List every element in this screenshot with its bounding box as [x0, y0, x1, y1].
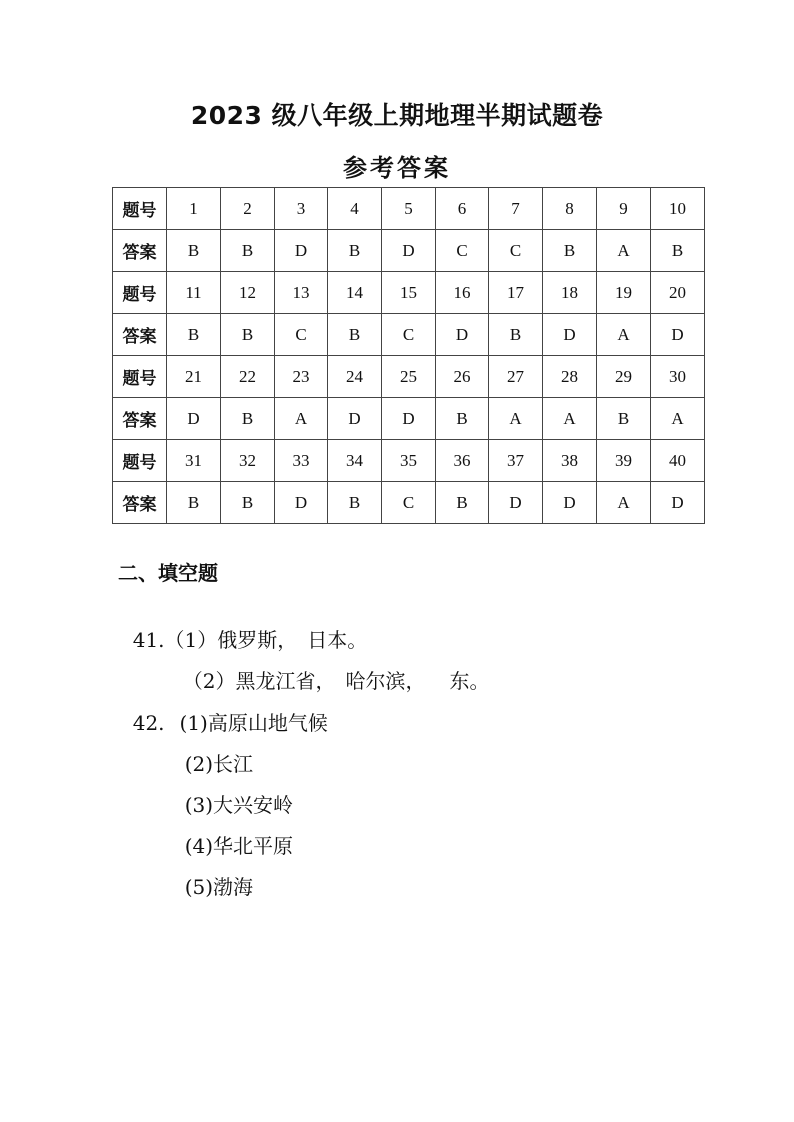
answer-table-cell: 13 [275, 272, 328, 314]
answer-table-cell: C [489, 230, 543, 272]
answer-table-cell: 39 [597, 440, 651, 482]
answer-table-cell: D [275, 482, 328, 524]
answer-table-cell: 34 [328, 440, 382, 482]
answer-table-cell: B [436, 398, 489, 440]
answer-table-row-label: 答案 [113, 314, 167, 356]
answer-table-cell: D [275, 230, 328, 272]
answer-table-cell: D [328, 398, 382, 440]
answer-table-cell: B [167, 482, 221, 524]
answer-table-cell: 19 [597, 272, 651, 314]
q42-answer-1: (1)高原山地气候 [179, 711, 328, 735]
q41-part1-label: （1） [164, 628, 218, 652]
answer-key-subtitle: 参考答案 [343, 153, 451, 182]
answer-table-row [113, 398, 705, 440]
answer-table-cell: 1 [167, 188, 221, 230]
answer-table-cell: B [221, 230, 275, 272]
answer-table-cell: 36 [436, 440, 489, 482]
answer-table-cell: B [436, 482, 489, 524]
answer-table-cell: A [597, 314, 651, 356]
answer-table-cell: D [651, 314, 705, 356]
answer-table-row [113, 230, 705, 272]
answer-table-cell: A [543, 398, 597, 440]
answer-table-cell: B [167, 230, 221, 272]
answer-table-cell: 12 [221, 272, 275, 314]
answer-table-cell: 9 [597, 188, 651, 230]
answer-table-cell: A [651, 398, 705, 440]
answer-table-row-label: 答案 [113, 398, 167, 440]
answer-table-cell: B [543, 230, 597, 272]
q41-part2-answer-b: 哈尔滨， [345, 669, 426, 693]
answer-table-cell: C [436, 230, 489, 272]
answer-table-row [113, 272, 705, 314]
answer-table-cell: A [597, 482, 651, 524]
answer-table-cell: 38 [543, 440, 597, 482]
answer-table-cell: D [382, 230, 436, 272]
answer-table-cell: 5 [382, 188, 436, 230]
section-heading-fill-in: 二、填空题 [118, 561, 218, 585]
answer-table-cell: 6 [436, 188, 489, 230]
answer-table-cell: A [275, 398, 328, 440]
answer-table-row-label: 题号 [113, 272, 167, 314]
q41-part1-answer-a: 俄罗斯， [217, 628, 298, 652]
answer-table-cell: 2 [221, 188, 275, 230]
answer-table-cell: D [543, 482, 597, 524]
answer-table-cell: 15 [382, 272, 436, 314]
answer-table-cell: D [489, 482, 543, 524]
answer-table-cell: 37 [489, 440, 543, 482]
answer-table-cell: B [221, 482, 275, 524]
q41-part1-answer-b: 日本。 [307, 628, 368, 652]
answer-table-cell: C [382, 482, 436, 524]
answer-table-cell: D [382, 398, 436, 440]
answer-table-cell: 40 [651, 440, 705, 482]
q42-answer-5: (5)渤海 [184, 875, 254, 899]
answer-table-cell: 28 [543, 356, 597, 398]
answer-table-cell: C [275, 314, 328, 356]
answer-table-cell: 29 [597, 356, 651, 398]
exam-title: 2023 级八年级上期地理半期试题卷 [190, 101, 604, 130]
answer-table-cell: B [651, 230, 705, 272]
answer-table-cell: 24 [328, 356, 382, 398]
answer-table-cell: B [489, 314, 543, 356]
answer-table-cell: B [328, 482, 382, 524]
q41-part2-answer-c: 东。 [449, 669, 490, 693]
answer-table-cell: 25 [382, 356, 436, 398]
answer-table-cell: B [328, 314, 382, 356]
q42-answer-3: (3)大兴安岭 [184, 793, 294, 817]
answer-table-cell: 20 [651, 272, 705, 314]
answer-table-cell: B [221, 314, 275, 356]
answer-table-cell: 27 [489, 356, 543, 398]
answer-table-cell: B [167, 314, 221, 356]
answer-table-row [113, 356, 705, 398]
answer-table-cell: 23 [275, 356, 328, 398]
answer-table-cell: C [382, 314, 436, 356]
answer-table-cell: 32 [221, 440, 275, 482]
q42-answer-2: (2)长江 [184, 752, 254, 776]
answer-table-cell: 17 [489, 272, 543, 314]
answer-table-row-label: 答案 [113, 230, 167, 272]
answer-table-cell: 21 [167, 356, 221, 398]
q41-part2-label: （2） [182, 669, 236, 693]
q42-answer-4: (4)华北平原 [184, 834, 294, 858]
answer-table-cell: D [167, 398, 221, 440]
answer-table-cell: 7 [489, 188, 543, 230]
answer-table-cell: 3 [275, 188, 328, 230]
answer-table-row [113, 188, 705, 230]
answer-table-row-label: 题号 [113, 188, 167, 230]
answer-table-cell: 31 [167, 440, 221, 482]
answer-table-cell: 33 [275, 440, 328, 482]
answer-table-cell: B [597, 398, 651, 440]
q42-number: 42. [132, 711, 165, 735]
answer-table-cell: 30 [651, 356, 705, 398]
answer-table-cell: B [221, 398, 275, 440]
answer-table-cell: A [489, 398, 543, 440]
answer-table-cell: 22 [221, 356, 275, 398]
answer-table-cell: 35 [382, 440, 436, 482]
q42-line-5 [172, 847, 253, 900]
q41-part2-answer-a: 黑龙江省， [235, 669, 336, 693]
answer-table-cell: 14 [328, 272, 382, 314]
answer-table-row [113, 314, 705, 356]
answer-table-cell: 8 [543, 188, 597, 230]
answer-table-cell: D [651, 482, 705, 524]
answer-table-row [113, 482, 705, 524]
answer-table-row-label: 题号 [113, 440, 167, 482]
answer-table-cell: D [543, 314, 597, 356]
answer-table-row [113, 440, 705, 482]
answer-table-cell: 18 [543, 272, 597, 314]
answer-table-cell: 11 [167, 272, 221, 314]
answer-table-cell: 26 [436, 356, 489, 398]
answer-table-row-label: 题号 [113, 356, 167, 398]
q41-number: 41. [132, 628, 165, 652]
answer-table-row-label: 答案 [113, 482, 167, 524]
answer-table-cell: 4 [328, 188, 382, 230]
answer-table [112, 187, 705, 524]
answer-table-cell: B [328, 230, 382, 272]
answer-table-cell: D [436, 314, 489, 356]
answer-table-cell: 10 [651, 188, 705, 230]
answer-table-cell: 16 [436, 272, 489, 314]
answer-table-cell: A [597, 230, 651, 272]
